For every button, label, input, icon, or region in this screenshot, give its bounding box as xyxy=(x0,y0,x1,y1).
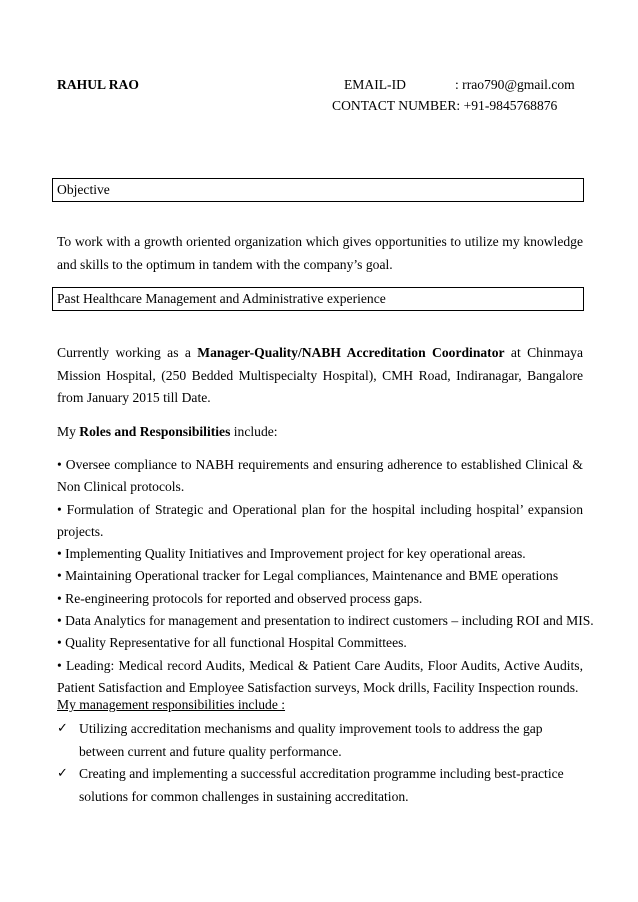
management-title: My management responsibilities include : xyxy=(57,697,286,712)
list-item: • Quality Representative for all functional Hospital Committees. xyxy=(57,635,407,651)
roles-prefix: My xyxy=(57,424,80,439)
current-role: Manager-Quality/NABH Accreditation Coordinator xyxy=(197,345,505,360)
roles-intro xyxy=(57,421,583,444)
list-item: • Implementing Quality Initiatives and Improvement project for key operational areas. xyxy=(57,546,526,562)
objective-heading: Objective xyxy=(57,182,110,197)
list-item: • Leading: Medical record Audits, Medical & Patient Care Audits, Floor Audits, Active Audits, Patient Satisfaction and Employee Satisfaction surveys, Mock drills, Facility Inspection rounds. xyxy=(57,657,583,695)
check-icon: ✓ xyxy=(57,766,68,781)
current-prefix: Currently working as a xyxy=(57,345,198,360)
roles-suffix: include: xyxy=(230,424,278,439)
management-item-text: Utilizing accreditation mechanisms and quality improvement tools to address the gap between current and future quality performance. xyxy=(79,721,543,759)
list-item xyxy=(57,718,583,763)
experience-heading: Past Healthcare Management and Administrative experience xyxy=(57,291,386,306)
responsibility-list xyxy=(57,454,594,699)
current-suffix: at Chinmaya Mission Hospital, (250 Bedded Multispecialty Hospital), CMH Road, Indiranagar, Bangalore from January 2015 till Date. xyxy=(57,345,583,405)
current-position xyxy=(57,342,583,410)
list-item: • Formulation of Strategic and Operational plan for the hospital including hospital’ expansion projects. xyxy=(57,501,583,539)
list-item: • Oversee compliance to NABH requirements and ensuring adherence to established Clinical & Non Clinical protocols. xyxy=(57,457,583,495)
objective-heading-box xyxy=(52,178,584,202)
list-item: • Re-engineering protocols for reported and observed process gaps. xyxy=(57,590,423,606)
email-value: : rrao790@gmail.com xyxy=(455,77,575,92)
candidate-name: RAHUL RAO xyxy=(57,77,139,92)
email-label: EMAIL-ID xyxy=(344,77,406,92)
management-item-text: Creating and implementing a successful accreditation programme including best-practice solutions for common challenges in sustaining accreditation. xyxy=(79,766,564,804)
list-item xyxy=(57,763,583,808)
experience-heading-box xyxy=(52,287,584,311)
roles-bold: Roles and Responsibilities xyxy=(79,424,231,439)
management-list xyxy=(57,718,583,808)
list-item: • Maintaining Operational tracker for Legal compliances, Maintenance and BME operations xyxy=(57,568,559,584)
list-item: • Data Analytics for management and presentation to indirect customers – including ROI and MIS. xyxy=(57,613,594,629)
objective-text: To work with a growth oriented organization which gives opportunities to utilize my knowledge and skills to the optimum in tandem with the company’s goal. xyxy=(57,234,583,272)
contact-number: CONTACT NUMBER: +91-9845768876 xyxy=(332,98,558,113)
check-icon: ✓ xyxy=(57,721,68,736)
